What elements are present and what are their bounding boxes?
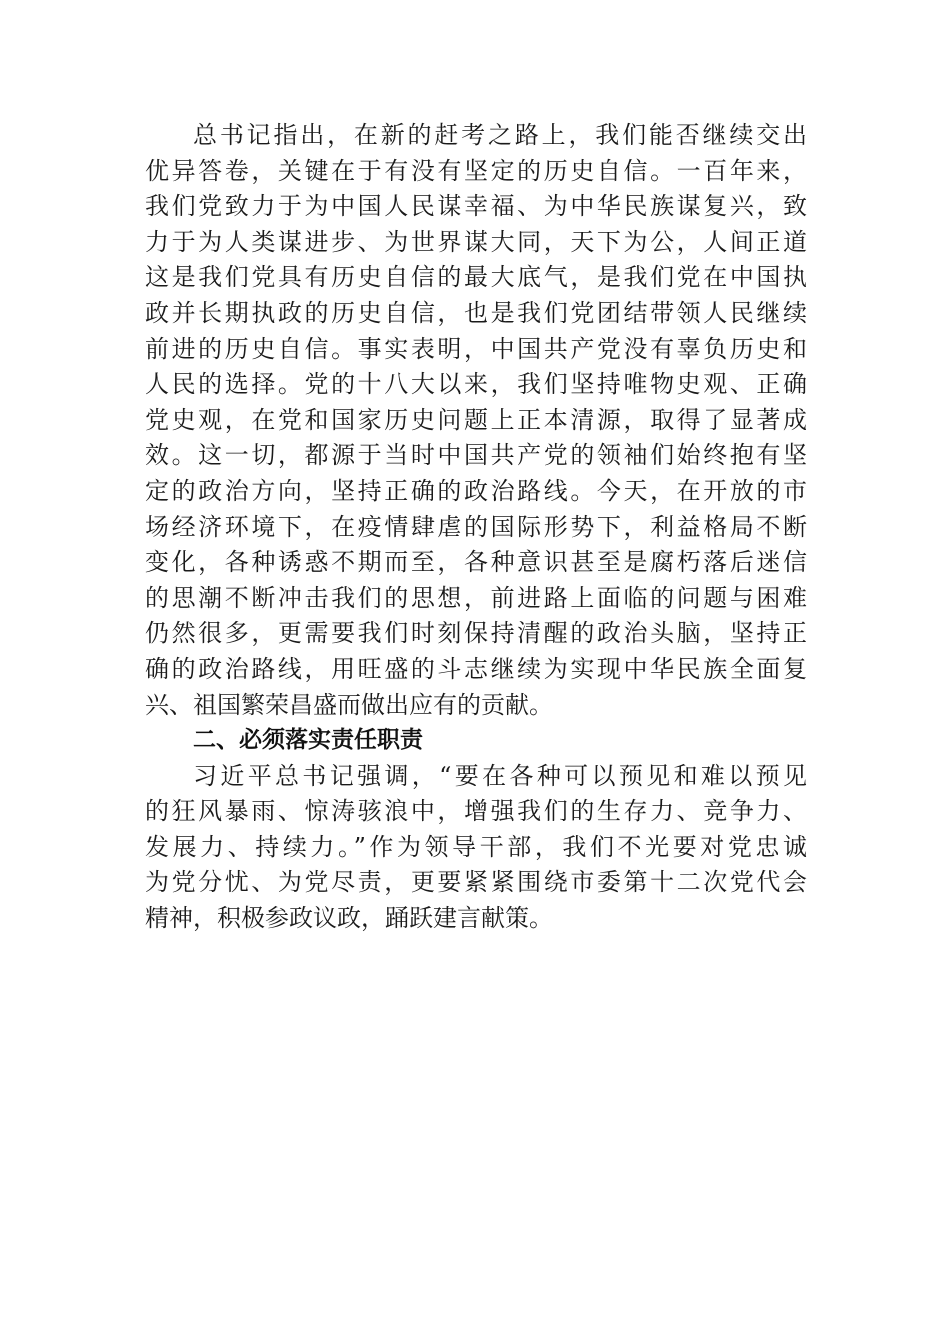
paragraph-line: 习近平总书记强调，“要在各种可以预见和难以预见 bbox=[193, 761, 807, 790]
document-body bbox=[145, 118, 807, 937]
paragraph-line: 定的政治方向，坚持正确的政治路线。今天，在开放的市 bbox=[145, 476, 807, 505]
paragraph-line: 发展力、持续力。”作为领导干部，我们不光要对党忠诚 bbox=[145, 832, 807, 861]
paragraph-line: 的狂风暴雨、惊涛骇浪中，增强我们的生存力、竞争力、 bbox=[145, 797, 807, 826]
paragraph-line: 前进的历史自信。事实表明，中国共产党没有辜负历史和 bbox=[145, 334, 807, 363]
paragraph-line: 人民的选择。党的十八大以来，我们坚持唯物史观、正确 bbox=[145, 370, 807, 399]
paragraph-line: 变化，各种诱惑不期而至，各种意识甚至是腐朽落后迷信 bbox=[145, 548, 807, 577]
paragraph-line: 仍然很多，更需要我们时刻保持清醒的政治头脑，坚持正 bbox=[145, 619, 807, 648]
paragraph-line: 精神，积极参政议政，踊跃建言献策。 bbox=[145, 904, 553, 933]
section-heading: 二、必须落实责任职责 bbox=[193, 727, 423, 754]
paragraph-line: 政并长期执政的历史自信，也是我们党团结带领人民继续 bbox=[145, 298, 807, 327]
paragraph-line: 优异答卷，关键在于有没有坚定的历史自信。一百年来， bbox=[145, 156, 807, 185]
paragraph-line: 的思潮不断冲击我们的思想，前进路上面临的问题与困难 bbox=[145, 583, 807, 612]
paragraph-line: 效。这一切，都源于当时中国共产党的领袖们始终抱有坚 bbox=[145, 441, 807, 470]
paragraph-line: 兴、祖国繁荣昌盛而做出应有的贡献。 bbox=[145, 690, 553, 719]
paragraph-line: 这是我们党具有历史自信的最大底气，是我们党在中国执 bbox=[145, 263, 807, 292]
paragraph-line: 为党分忧、为党尽责，更要紧紧围绕市委第十二次党代会 bbox=[145, 868, 807, 897]
paragraph-1 bbox=[145, 118, 807, 723]
paragraph-line: 党史观，在党和国家历史问题上正本清源，取得了显著成 bbox=[145, 405, 807, 434]
paragraph-line: 力于为人类谋进步、为世界谋大同，天下为公，人间正道 bbox=[145, 227, 807, 256]
paragraph-line: 确的政治路线，用旺盛的斗志继续为实现中华民族全面复 bbox=[145, 654, 807, 683]
paragraph-2 bbox=[145, 759, 807, 937]
paragraph-line: 场经济环境下，在疫情肆虐的国际形势下，利益格局不断 bbox=[145, 512, 807, 541]
paragraph-line: 总书记指出，在新的赶考之路上，我们能否继续交出 bbox=[193, 121, 807, 149]
paragraph-line: 我们党致力于为中国人民谋幸福、为中华民族谋复兴，致 bbox=[145, 192, 807, 221]
